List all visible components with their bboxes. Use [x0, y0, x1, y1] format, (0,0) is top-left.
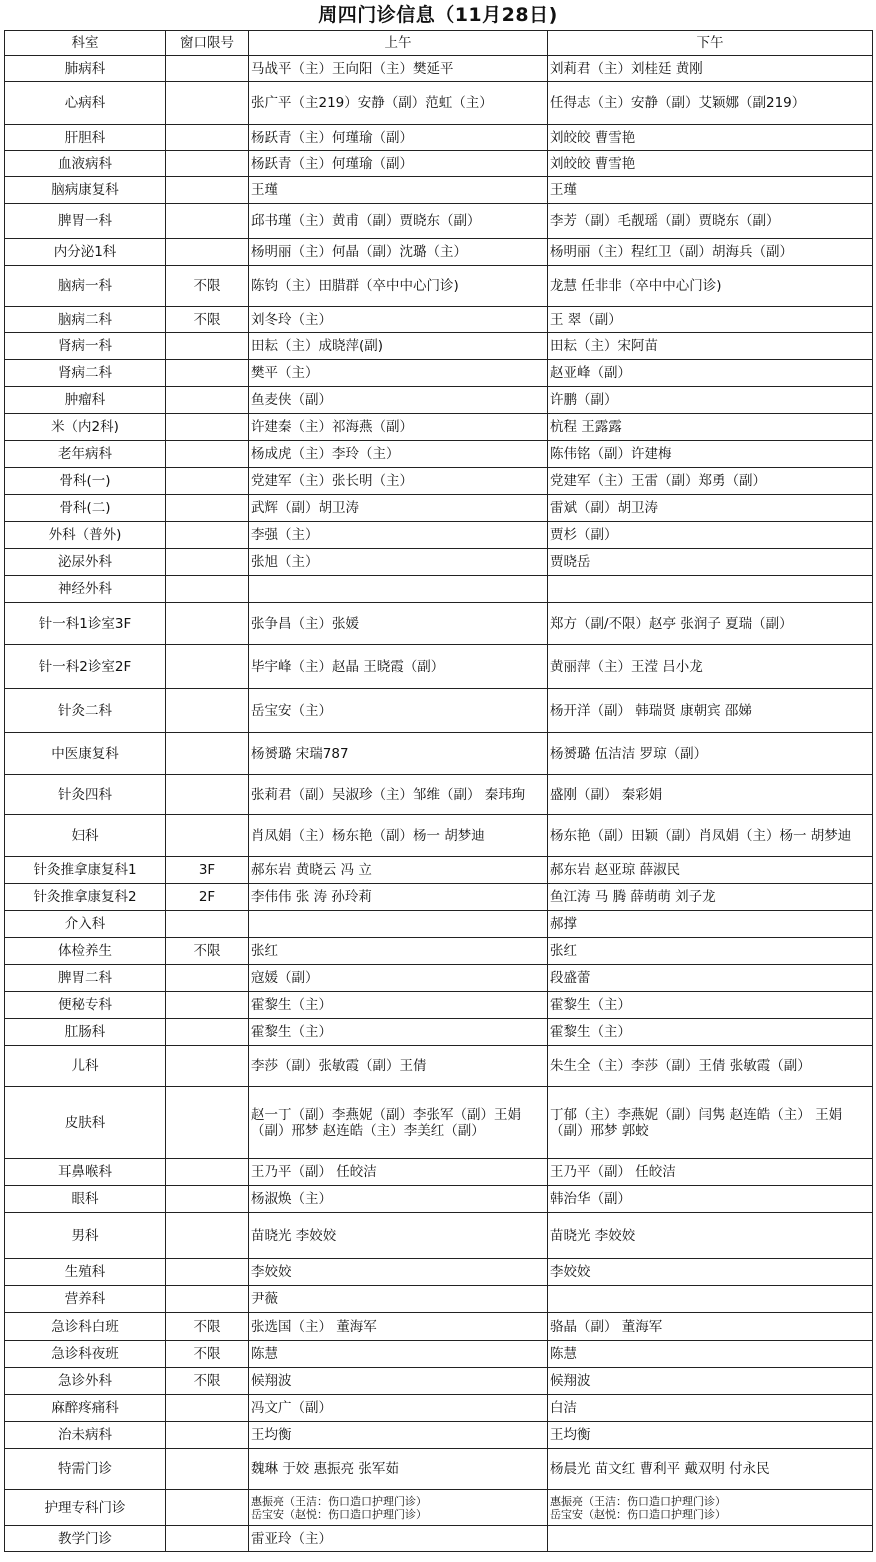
table-row: [5, 938, 873, 965]
dept-cell: 急诊科夜班: [5, 1341, 166, 1368]
am-cell: 尹薇: [249, 1286, 548, 1313]
dept-cell: 妇科: [5, 815, 166, 857]
table-row: [5, 360, 873, 387]
dept-cell: 神经外科: [5, 576, 166, 603]
table-row: [5, 1526, 873, 1552]
pm-cell: 盛刚（副） 秦彩娟: [548, 775, 873, 815]
pm-cell: 李芳（副）毛靓瑶（副）贾晓东（副）: [548, 204, 873, 239]
window-cell: [166, 689, 249, 733]
table-row: [5, 1286, 873, 1313]
dept-cell: 中医康复科: [5, 733, 166, 775]
am-cell: 马战平（主）王向阳（主）樊延平: [249, 56, 548, 82]
window-cell: [166, 1213, 249, 1259]
am-cell: 李强（主）: [249, 522, 548, 549]
table-row: [5, 1019, 873, 1046]
table-row: [5, 387, 873, 414]
dept-cell: 男科: [5, 1213, 166, 1259]
am-cell: 杨淑焕（主）: [249, 1186, 548, 1213]
table-row: [5, 965, 873, 992]
window-cell: [166, 965, 249, 992]
am-cell: 冯文广（副）: [249, 1395, 548, 1422]
pm-cell: 霍黎生（主）: [548, 1019, 873, 1046]
window-cell: 不限: [166, 1368, 249, 1395]
dept-cell: 麻醉疼痛科: [5, 1395, 166, 1422]
pm-cell: 丁郁（主）李燕妮（副）闫隽 赵连皓（主） 王娟（副）邢梦 郭蛟: [548, 1087, 873, 1159]
table-row: [5, 1368, 873, 1395]
schedule-page: [4, 0, 872, 1552]
am-cell: 张莉君（副）吴淑珍（主）邹维（副） 秦玮珣: [249, 775, 548, 815]
dept-cell: 老年病科: [5, 441, 166, 468]
pm-cell: [548, 1526, 873, 1552]
dept-cell: 针灸推拿康复科2: [5, 884, 166, 911]
table-row: [5, 333, 873, 360]
dept-cell: 皮肤科: [5, 1087, 166, 1159]
window-cell: [166, 204, 249, 239]
am-cell: 李莎（副）张敏霞（副）王倩: [249, 1046, 548, 1087]
am-cell: 邱书瑾（主）黄甫（副）贾晓东（副）: [249, 204, 548, 239]
table-row: [5, 1259, 873, 1286]
am-cell: 李伟伟 张 涛 孙玲莉: [249, 884, 548, 911]
table-row: [5, 1422, 873, 1449]
table-row: [5, 1313, 873, 1341]
am-cell: 张旭（主）: [249, 549, 548, 576]
pm-cell: 龙慧 任非非（卒中中心门诊): [548, 266, 873, 307]
window-cell: [166, 911, 249, 938]
dept-cell: 特需门诊: [5, 1449, 166, 1490]
am-cell: 毕宇峰（主）赵晶 王晓霞（副）: [249, 645, 548, 689]
window-cell: [166, 603, 249, 645]
table-row: [5, 1213, 873, 1259]
window-cell: 不限: [166, 307, 249, 333]
window-cell: [166, 576, 249, 603]
pm-cell: 苗晓光 李姣姣: [548, 1213, 873, 1259]
table-row: [5, 911, 873, 938]
table-row: [5, 56, 873, 82]
am-cell: 寇媛（副）: [249, 965, 548, 992]
window-cell: [166, 815, 249, 857]
pm-cell: 白洁: [548, 1395, 873, 1422]
table-row: [5, 549, 873, 576]
window-cell: [166, 125, 249, 151]
window-cell: [166, 1286, 249, 1313]
pm-cell: 田耘（主）宋阿苗: [548, 333, 873, 360]
dept-cell: 儿科: [5, 1046, 166, 1087]
pm-cell: [548, 1286, 873, 1313]
pm-cell: 候翔波: [548, 1368, 873, 1395]
window-cell: 3F: [166, 857, 249, 884]
pm-cell: 许鹏（副）: [548, 387, 873, 414]
window-cell: 不限: [166, 1341, 249, 1368]
dept-cell: 营养科: [5, 1286, 166, 1313]
am-cell: 王瑾: [249, 177, 548, 204]
pm-cell: 杨晨光 苗文红 曹利平 戴双明 付永民: [548, 1449, 873, 1490]
pm-cell: 骆晶（副） 董海军: [548, 1313, 873, 1341]
window-cell: [166, 1490, 249, 1526]
window-cell: [166, 441, 249, 468]
pm-cell: 杨开洋（副） 韩瑞贤 康朝宾 邵娣: [548, 689, 873, 733]
schedule-table: [4, 30, 873, 1552]
am-cell: 郝东岩 黄晓云 冯 立: [249, 857, 548, 884]
dept-cell: 肿瘤科: [5, 387, 166, 414]
am-cell: 杨明丽（主）何晶（副）沈璐（主）: [249, 239, 548, 266]
pm-cell: 雷斌（副）胡卫涛: [548, 495, 873, 522]
window-cell: [166, 1259, 249, 1286]
dept-cell: 眼科: [5, 1186, 166, 1213]
am-cell: 杨赟璐 宋瑞787: [249, 733, 548, 775]
pm-cell: 刘皎皎 曹雪艳: [548, 151, 873, 177]
window-cell: [166, 177, 249, 204]
table-row: [5, 884, 873, 911]
table-row: [5, 204, 873, 239]
am-cell: 李姣姣: [249, 1259, 548, 1286]
dept-cell: 骨科(一): [5, 468, 166, 495]
pm-cell: 杨明丽（主）程红卫（副）胡海兵（副）: [548, 239, 873, 266]
window-cell: [166, 1526, 249, 1552]
am-cell: 魏琳 于姣 惠振亮 张军茹: [249, 1449, 548, 1490]
dept-cell: 外科（普外): [5, 522, 166, 549]
am-cell: 苗晓光 李姣姣: [249, 1213, 548, 1259]
dept-cell: 针灸四科: [5, 775, 166, 815]
dept-cell: 体检养生: [5, 938, 166, 965]
am-cell: 武辉（副）胡卫涛: [249, 495, 548, 522]
dept-cell: 脾胃二科: [5, 965, 166, 992]
window-cell: [166, 56, 249, 82]
dept-cell: 心病科: [5, 82, 166, 125]
table-row: [5, 645, 873, 689]
dept-cell: 针灸推拿康复科1: [5, 857, 166, 884]
am-cell: 张选国（主） 董海军: [249, 1313, 548, 1341]
table-row: [5, 1490, 873, 1526]
window-cell: [166, 82, 249, 125]
table-row: [5, 441, 873, 468]
window-cell: [166, 1422, 249, 1449]
pm-cell: 王乃平（副） 任皎洁: [548, 1159, 873, 1186]
table-row: [5, 1341, 873, 1368]
dept-cell: 肾病一科: [5, 333, 166, 360]
table-row: [5, 992, 873, 1019]
window-cell: 不限: [166, 1313, 249, 1341]
dept-cell: 血液病科: [5, 151, 166, 177]
am-cell: 陈慧: [249, 1341, 548, 1368]
window-cell: [166, 239, 249, 266]
dept-cell: 护理专科门诊: [5, 1490, 166, 1526]
window-cell: [166, 1449, 249, 1490]
am-cell: 王乃平（副） 任皎洁: [249, 1159, 548, 1186]
am-cell: 惠振亮（王洁：伤口造口护理门诊） 岳宝安（赵悦：伤口造口护理门诊）: [249, 1490, 548, 1526]
window-cell: [166, 775, 249, 815]
pm-cell: 郝撑: [548, 911, 873, 938]
table-row: [5, 266, 873, 307]
pm-cell: 刘皎皎 曹雪艳: [548, 125, 873, 151]
pm-cell: 贾晓岳: [548, 549, 873, 576]
dept-cell: 脑病一科: [5, 266, 166, 307]
window-cell: [166, 360, 249, 387]
am-cell: 陈钧（主）田腊群（卒中中心门诊): [249, 266, 548, 307]
window-cell: [166, 549, 249, 576]
pm-cell: 杨东艳（副）田颖（副）肖凤娟（主）杨一 胡梦迪: [548, 815, 873, 857]
pm-cell: 霍黎生（主）: [548, 992, 873, 1019]
table-row: [5, 307, 873, 333]
am-cell: 张广平（主219）安静（副）范虹（主）: [249, 82, 548, 125]
am-cell: 王均衡: [249, 1422, 548, 1449]
header-window: 窗口限号: [166, 31, 249, 56]
am-cell: 霍黎生（主）: [249, 1019, 548, 1046]
dept-cell: 肛肠科: [5, 1019, 166, 1046]
table-row: [5, 815, 873, 857]
pm-cell: 王 翠（副）: [548, 307, 873, 333]
table-row: [5, 1087, 873, 1159]
window-cell: [166, 992, 249, 1019]
am-cell: 赵一丁（副）李燕妮（副）李张军（副）王娟（副）邢梦 赵连皓（主）李美红（副）: [249, 1087, 548, 1159]
am-cell: 杨成虎（主）李玲（主）: [249, 441, 548, 468]
pm-cell: 贾杉（副）: [548, 522, 873, 549]
dept-cell: 耳鼻喉科: [5, 1159, 166, 1186]
table-row: [5, 775, 873, 815]
pm-cell: 任得志（主）安静（副）艾颖娜（副219）: [548, 82, 873, 125]
header-row: [5, 31, 873, 56]
window-cell: [166, 1395, 249, 1422]
pm-cell: 杨赟璐 伍洁洁 罗琼（副）: [548, 733, 873, 775]
table-row: [5, 495, 873, 522]
dept-cell: 肺病科: [5, 56, 166, 82]
dept-cell: 米（内2科): [5, 414, 166, 441]
window-cell: [166, 151, 249, 177]
am-cell: 肖凤娟（主）杨东艳（副）杨一 胡梦迪: [249, 815, 548, 857]
window-cell: 2F: [166, 884, 249, 911]
am-cell: 许建秦（主）祁海燕（副）: [249, 414, 548, 441]
table-row: [5, 151, 873, 177]
table-row: [5, 576, 873, 603]
window-cell: [166, 387, 249, 414]
pm-cell: 张红: [548, 938, 873, 965]
window-cell: 不限: [166, 938, 249, 965]
pm-cell: 黄丽萍（主）王滢 吕小龙: [548, 645, 873, 689]
dept-cell: 治未病科: [5, 1422, 166, 1449]
pm-cell: 惠振亮（王洁：伤口造口护理门诊） 岳宝安（赵悦：伤口造口护理门诊）: [548, 1490, 873, 1526]
header-am: 上午: [249, 31, 548, 56]
pm-cell: 韩治华（副）: [548, 1186, 873, 1213]
dept-cell: 脑病二科: [5, 307, 166, 333]
window-cell: 不限: [166, 266, 249, 307]
dept-cell: 介入科: [5, 911, 166, 938]
table-row: [5, 857, 873, 884]
dept-cell: 骨科(二): [5, 495, 166, 522]
table-row: [5, 689, 873, 733]
table-row: [5, 1046, 873, 1087]
dept-cell: 肝胆科: [5, 125, 166, 151]
dept-cell: 脾胃一科: [5, 204, 166, 239]
pm-cell: 郝东岩 赵亚琼 薛淑民: [548, 857, 873, 884]
table-row: [5, 522, 873, 549]
window-cell: [166, 733, 249, 775]
table-row: [5, 603, 873, 645]
table-row: [5, 1395, 873, 1422]
window-cell: [166, 1087, 249, 1159]
dept-cell: 泌尿外科: [5, 549, 166, 576]
pm-cell: 段盛蕾: [548, 965, 873, 992]
am-cell: 田耘（主）成晓萍(副): [249, 333, 548, 360]
header-dept: 科室: [5, 31, 166, 56]
table-row: [5, 239, 873, 266]
pm-cell: 陈伟铭（副）许建梅: [548, 441, 873, 468]
window-cell: [166, 495, 249, 522]
window-cell: [166, 1046, 249, 1087]
table-row: [5, 1159, 873, 1186]
pm-cell: 鱼江涛 马 腾 薛萌萌 刘子龙: [548, 884, 873, 911]
schedule-body: [5, 56, 873, 1552]
window-cell: [166, 1019, 249, 1046]
dept-cell: 急诊外科: [5, 1368, 166, 1395]
dept-cell: 教学门诊: [5, 1526, 166, 1552]
pm-cell: 陈慧: [548, 1341, 873, 1368]
am-cell: 岳宝安（主）: [249, 689, 548, 733]
am-cell: 党建军（主）张长明（主）: [249, 468, 548, 495]
pm-cell: [548, 576, 873, 603]
table-row: [5, 1449, 873, 1490]
am-cell: 雷亚玲（主）: [249, 1526, 548, 1552]
am-cell: 刘冬玲（主）: [249, 307, 548, 333]
window-cell: [166, 333, 249, 360]
table-row: [5, 733, 873, 775]
dept-cell: 便秘专科: [5, 992, 166, 1019]
pm-cell: 郑方（副/不限）赵亭 张润子 夏瑞（副）: [548, 603, 873, 645]
pm-cell: 李姣姣: [548, 1259, 873, 1286]
am-cell: 候翔波: [249, 1368, 548, 1395]
window-cell: [166, 414, 249, 441]
am-cell: [249, 911, 548, 938]
am-cell: 张争昌（主）张媛: [249, 603, 548, 645]
pm-cell: 刘莉君（主）刘桂廷 黄刚: [548, 56, 873, 82]
am-cell: 杨跃青（主）何瑾瑜（副）: [249, 125, 548, 151]
dept-cell: 内分泌1科: [5, 239, 166, 266]
table-row: [5, 177, 873, 204]
table-row: [5, 414, 873, 441]
am-cell: 张红: [249, 938, 548, 965]
am-cell: 杨跃青（主）何瑾瑜（副）: [249, 151, 548, 177]
window-cell: [166, 1186, 249, 1213]
table-row: [5, 125, 873, 151]
window-cell: [166, 468, 249, 495]
dept-cell: 肾病二科: [5, 360, 166, 387]
am-cell: 霍黎生（主）: [249, 992, 548, 1019]
table-row: [5, 1186, 873, 1213]
dept-cell: 脑病康复科: [5, 177, 166, 204]
pm-cell: 党建军（主）王雷（副）郑勇（副）: [548, 468, 873, 495]
am-cell: 鱼麦侠（副）: [249, 387, 548, 414]
pm-cell: 朱生全（主）李莎（副）王倩 张敏霞（副）: [548, 1046, 873, 1087]
window-cell: [166, 1159, 249, 1186]
window-cell: [166, 645, 249, 689]
page-title: 周四门诊信息（11月28日): [318, 4, 558, 26]
pm-cell: 杭程 王露露: [548, 414, 873, 441]
dept-cell: 生殖科: [5, 1259, 166, 1286]
table-row: [5, 468, 873, 495]
pm-cell: 王均衡: [548, 1422, 873, 1449]
table-row: [5, 82, 873, 125]
dept-cell: 急诊科白班: [5, 1313, 166, 1341]
pm-cell: 赵亚峰（副）: [548, 360, 873, 387]
dept-cell: 针一科1诊室3F: [5, 603, 166, 645]
window-cell: [166, 522, 249, 549]
dept-cell: 针一科2诊室2F: [5, 645, 166, 689]
am-cell: [249, 576, 548, 603]
dept-cell: 针灸二科: [5, 689, 166, 733]
am-cell: 樊平（主）: [249, 360, 548, 387]
header-pm: 下午: [548, 31, 873, 56]
pm-cell: 王瑾: [548, 177, 873, 204]
